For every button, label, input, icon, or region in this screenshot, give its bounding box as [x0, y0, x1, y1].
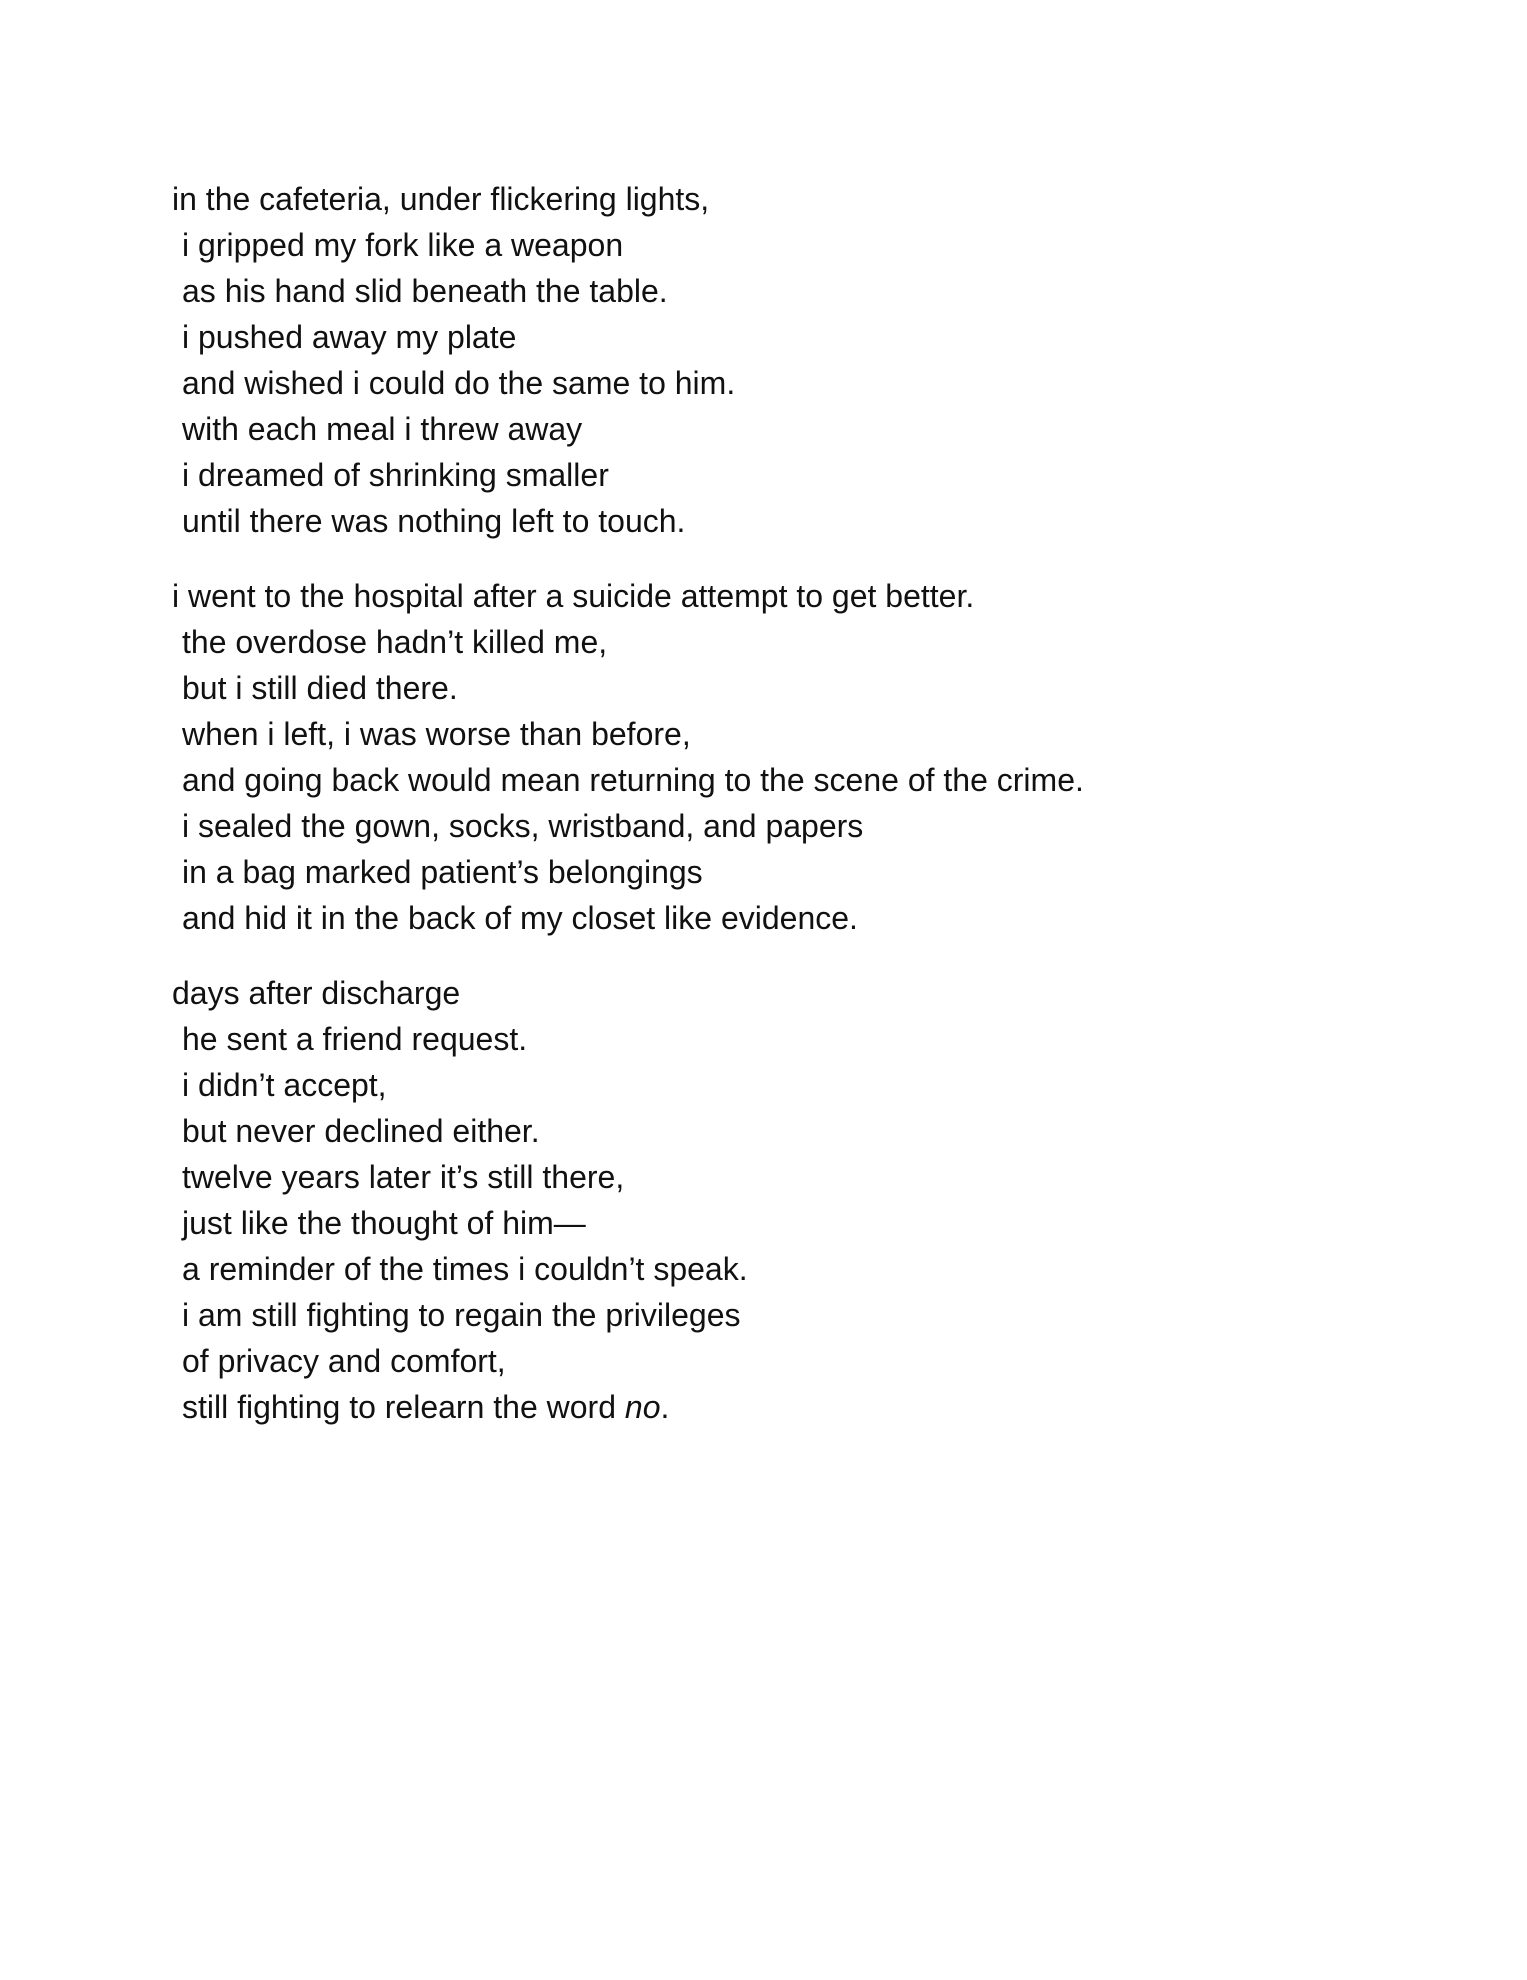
poem-line: in a bag marked patient’s belongings	[182, 854, 703, 890]
poem-line: i went to the hospital after a suicide attempt to get better.	[172, 578, 975, 614]
stanza-3	[172, 970, 1422, 1430]
poem-line: in the cafeteria, under flickering lights,	[172, 181, 710, 217]
poem-line: and going back would mean returning to the scene of the crime.	[182, 762, 1084, 798]
poem-line: twelve years later it’s still there,	[182, 1159, 625, 1195]
poem-line: i didn’t accept,	[182, 1067, 387, 1103]
poem-line: but never declined either.	[182, 1113, 540, 1149]
poem-line: and hid it in the back of my closet like evidence.	[182, 900, 858, 936]
poem-line: i am still fighting to regain the privileges	[182, 1297, 741, 1333]
poem-line: with each meal i threw away	[182, 411, 583, 447]
poem-line: when i left, i was worse than before,	[182, 716, 691, 752]
poem-line: days after discharge	[172, 975, 461, 1011]
poem-line: of privacy and comfort,	[182, 1343, 506, 1379]
poem-line: as his hand slid beneath the table.	[182, 273, 668, 309]
poem-line: i dreamed of shrinking smaller	[182, 457, 609, 493]
stanza-1	[172, 176, 1422, 544]
poem	[172, 176, 1422, 1459]
poem-line: a reminder of the times i couldn’t speak.	[182, 1251, 748, 1287]
poem-line: until there was nothing left to touch.	[182, 503, 686, 539]
poem-line: i sealed the gown, socks, wristband, and papers	[182, 808, 864, 844]
poem-line: but i still died there.	[182, 670, 458, 706]
stanza-2	[172, 573, 1422, 941]
final-line-text: still fighting to relearn the word	[182, 1389, 625, 1425]
poem-line: he sent a friend request.	[182, 1021, 528, 1057]
poem-line: just like the thought of him—	[182, 1205, 586, 1241]
final-line-end: .	[660, 1389, 670, 1425]
poem-line: the overdose hadn’t killed me,	[182, 624, 608, 660]
poem-line: i gripped my fork like a weapon	[182, 227, 624, 263]
poem-line: i pushed away my plate	[182, 319, 517, 355]
emphasized-word: no	[624, 1389, 661, 1425]
poem-line: and wished i could do the same to him.	[182, 365, 736, 401]
poem-final-line	[172, 1384, 1422, 1430]
